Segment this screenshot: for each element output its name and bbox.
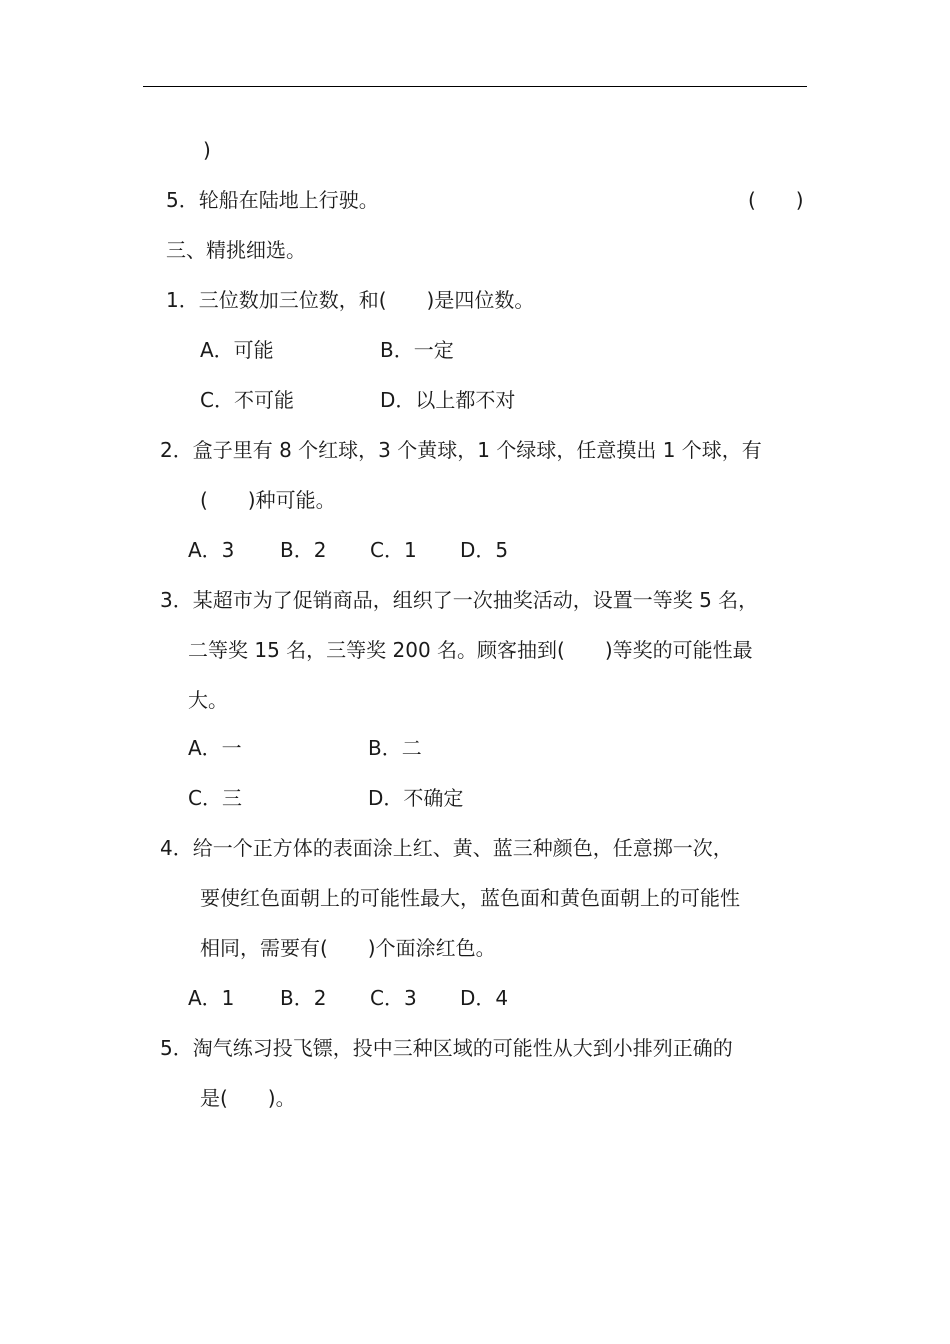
- question-text: 淘气练习投飞镖，投中三种区域的可能性从大到小排列正确的: [192, 1036, 733, 1060]
- question-text-continued: 二等奖 15 名，三等奖 200 名。顾客抽到( )等奖的可能性最: [188, 638, 753, 662]
- question-number: 4．: [160, 836, 193, 860]
- option-d[interactable]: D．不确定: [368, 786, 464, 810]
- option-a[interactable]: A．可能: [200, 338, 274, 362]
- question-number: 1．: [166, 288, 199, 312]
- question-text: 给一个正方体的表面涂上红、黄、蓝三种颜色，任意掷一次，: [192, 836, 733, 860]
- question-number: 3．: [160, 588, 193, 612]
- question-text-continued: ( )种可能。: [200, 488, 336, 512]
- question-text-continued: 相同，需要有( )个面涂红色。: [200, 936, 496, 960]
- option-b[interactable]: B．2: [280, 538, 327, 562]
- question-5: [160, 1034, 733, 1062]
- option-d[interactable]: D．以上都不对: [380, 388, 516, 412]
- question-1: [166, 286, 534, 314]
- option-a[interactable]: A．3: [188, 538, 235, 562]
- question-4: [160, 834, 733, 862]
- question-number: 5．: [166, 188, 199, 212]
- option-c[interactable]: C．三: [188, 786, 242, 810]
- header-rule: [143, 86, 807, 87]
- question-text-continued: 大。: [188, 688, 228, 712]
- option-a[interactable]: A．一: [188, 736, 242, 760]
- option-a[interactable]: A．1: [188, 986, 235, 1010]
- option-b[interactable]: B．2: [280, 986, 327, 1010]
- question-text: 盒子里有 8 个红球，3 个黄球，1 个绿球，任意摸出 1 个球，有: [192, 438, 762, 462]
- question-2: [160, 436, 762, 464]
- option-d[interactable]: D．5: [460, 538, 509, 562]
- prev-question-close: ): [203, 138, 211, 162]
- option-c[interactable]: C．1: [370, 538, 417, 562]
- question-number: 2．: [160, 438, 193, 462]
- option-c[interactable]: C．3: [370, 986, 417, 1010]
- option-b[interactable]: B．一定: [380, 338, 454, 362]
- answer-blank[interactable]: ( ): [748, 188, 804, 212]
- option-b[interactable]: B．二: [368, 736, 422, 760]
- tf-question-5: [166, 186, 379, 214]
- question-text: 轮船在陆地上行驶。: [198, 188, 379, 212]
- question-3: [160, 586, 758, 614]
- question-text: 三位数加三位数，和( )是四位数。: [198, 288, 535, 312]
- question-text-continued: 要使红色面朝上的可能性最大，蓝色面和黄色面朝上的可能性: [200, 886, 740, 910]
- section-heading: 三、精挑细选。: [166, 238, 306, 262]
- question-number: 5．: [160, 1036, 193, 1060]
- option-d[interactable]: D．4: [460, 986, 509, 1010]
- question-text-continued: 是( )。: [200, 1086, 296, 1110]
- option-c[interactable]: C．不可能: [200, 388, 294, 412]
- question-text: 某超市为了促销商品，组织了一次抽奖活动，设置一等奖 5 名，: [192, 588, 759, 612]
